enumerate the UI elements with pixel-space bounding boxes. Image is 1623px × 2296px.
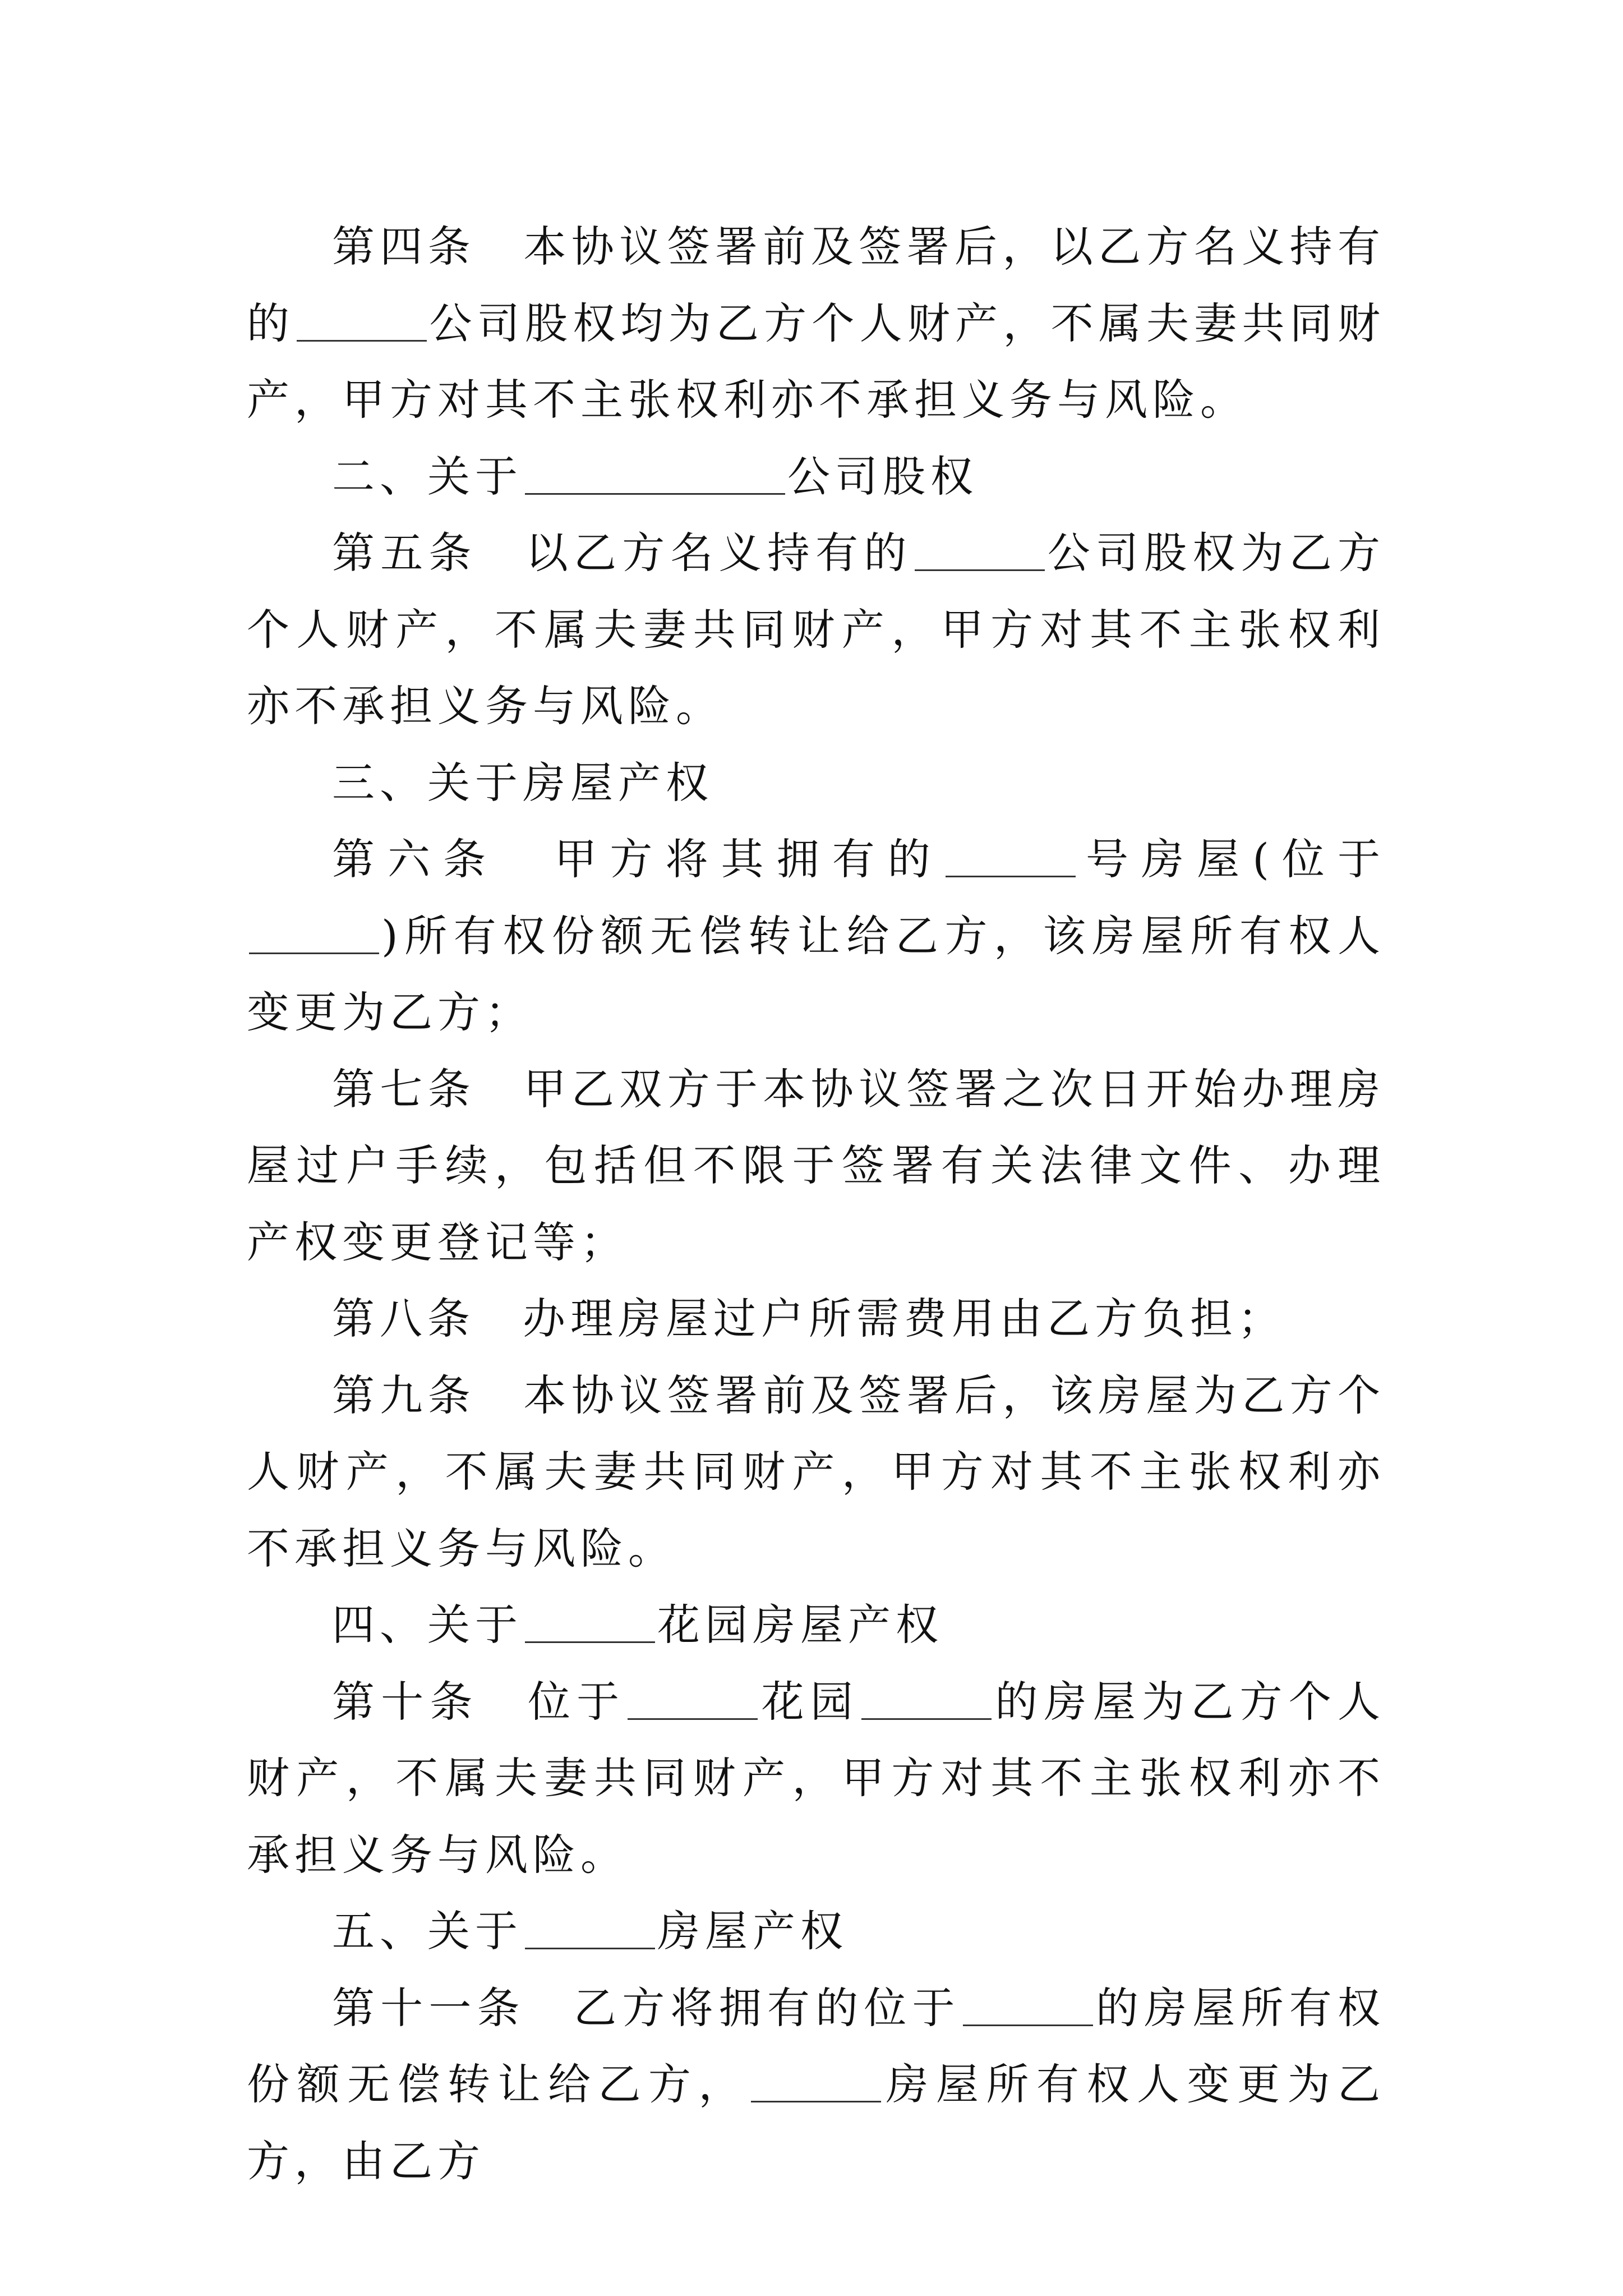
article-6 bbox=[247, 821, 1385, 1051]
article-10-text-b: 花园 bbox=[760, 1676, 860, 1727]
section-2-text-b: 公司股权 bbox=[787, 451, 978, 501]
article-9-text: 第九条 本协议签署前及签署后，该房屋为乙方个人财产，不属夫妻共同财产，甲方对其不主张权利亦不承担义务与风险。 bbox=[247, 1370, 1385, 1573]
blank-field bbox=[628, 1676, 758, 1720]
article-6-text-c: )所有权份额无偿转让给乙方，该房屋所有权人变更为乙方； bbox=[247, 910, 1385, 1037]
article-4-text-a: 第四条 本协议签署前及签署后，以乙方名义持有的 bbox=[247, 222, 1385, 348]
section-3-heading bbox=[247, 745, 1385, 822]
blank-field bbox=[525, 1905, 655, 1949]
section-4-text-b: 花园房屋产权 bbox=[657, 1600, 943, 1650]
blank-field bbox=[915, 527, 1045, 571]
blank-field bbox=[963, 1982, 1093, 2026]
blank-field bbox=[249, 910, 379, 954]
section-4-heading bbox=[247, 1587, 1385, 1664]
article-11 bbox=[247, 1970, 1385, 2200]
article-8 bbox=[247, 1281, 1385, 1358]
article-4 bbox=[247, 209, 1385, 439]
section-2-heading bbox=[247, 439, 1385, 516]
article-7-text: 第七条 甲乙双方于本协议签署之次日开始办理房屋过户手续，包括但不限于签署有关法律文件、办理产权变更登记等； bbox=[247, 1064, 1385, 1267]
article-10 bbox=[247, 1664, 1385, 1894]
article-11-text-b: 的房屋所有权份额无偿转让给乙方， bbox=[247, 1982, 1386, 2109]
section-5-heading bbox=[247, 1893, 1385, 1970]
blank-field bbox=[525, 1599, 655, 1643]
article-11-text-c: 房屋所有权人变更为乙方，由乙方 bbox=[247, 2059, 1385, 2186]
blank-field bbox=[861, 1676, 992, 1720]
article-10-text-c: 的房屋为乙方个人财产，不属夫妻共同财产，甲方对其不主张权利亦不承担义务与风险。 bbox=[247, 1676, 1386, 1880]
article-5-text-a: 第五条 以乙方名义持有的 bbox=[332, 528, 912, 578]
blank-field bbox=[946, 833, 1076, 877]
blank-field bbox=[297, 297, 427, 342]
section-4-text-a: 四、关于 bbox=[332, 1600, 523, 1650]
article-10-text-a: 第十条 位于 bbox=[332, 1676, 626, 1727]
section-5-text-b: 房屋产权 bbox=[657, 1906, 848, 1956]
article-4-text-b: 公司股权均为乙方个人财产，不属夫妻共同财产，甲方对其不主张权利亦不承担义务与风险。 bbox=[247, 298, 1386, 425]
article-7 bbox=[247, 1051, 1385, 1281]
blank-field bbox=[751, 2058, 881, 2102]
article-8-text: 第八条 办理房屋过户所需费用由乙方负担； bbox=[332, 1294, 1285, 1343]
section-2-text-a: 二、关于 bbox=[332, 451, 523, 501]
article-6-text-b: 号房屋(位于 bbox=[1077, 834, 1385, 884]
article-5-text-b: 公司股权为乙方个人财产，不属夫妻共同财产，甲方对其不主张权利亦不承担义务与风险。 bbox=[247, 528, 1386, 731]
section-3-text: 三、关于房屋产权 bbox=[332, 757, 713, 808]
blank-field bbox=[525, 450, 785, 495]
article-11-text-a: 第十一条 乙方将拥有的位于 bbox=[332, 1982, 961, 2033]
article-5 bbox=[247, 515, 1385, 745]
document-page bbox=[247, 209, 1385, 2200]
section-5-text-a: 五、关于 bbox=[332, 1906, 523, 1956]
article-9 bbox=[247, 1358, 1385, 1588]
article-6-text-a: 第六条 甲方将其拥有的 bbox=[332, 834, 943, 884]
